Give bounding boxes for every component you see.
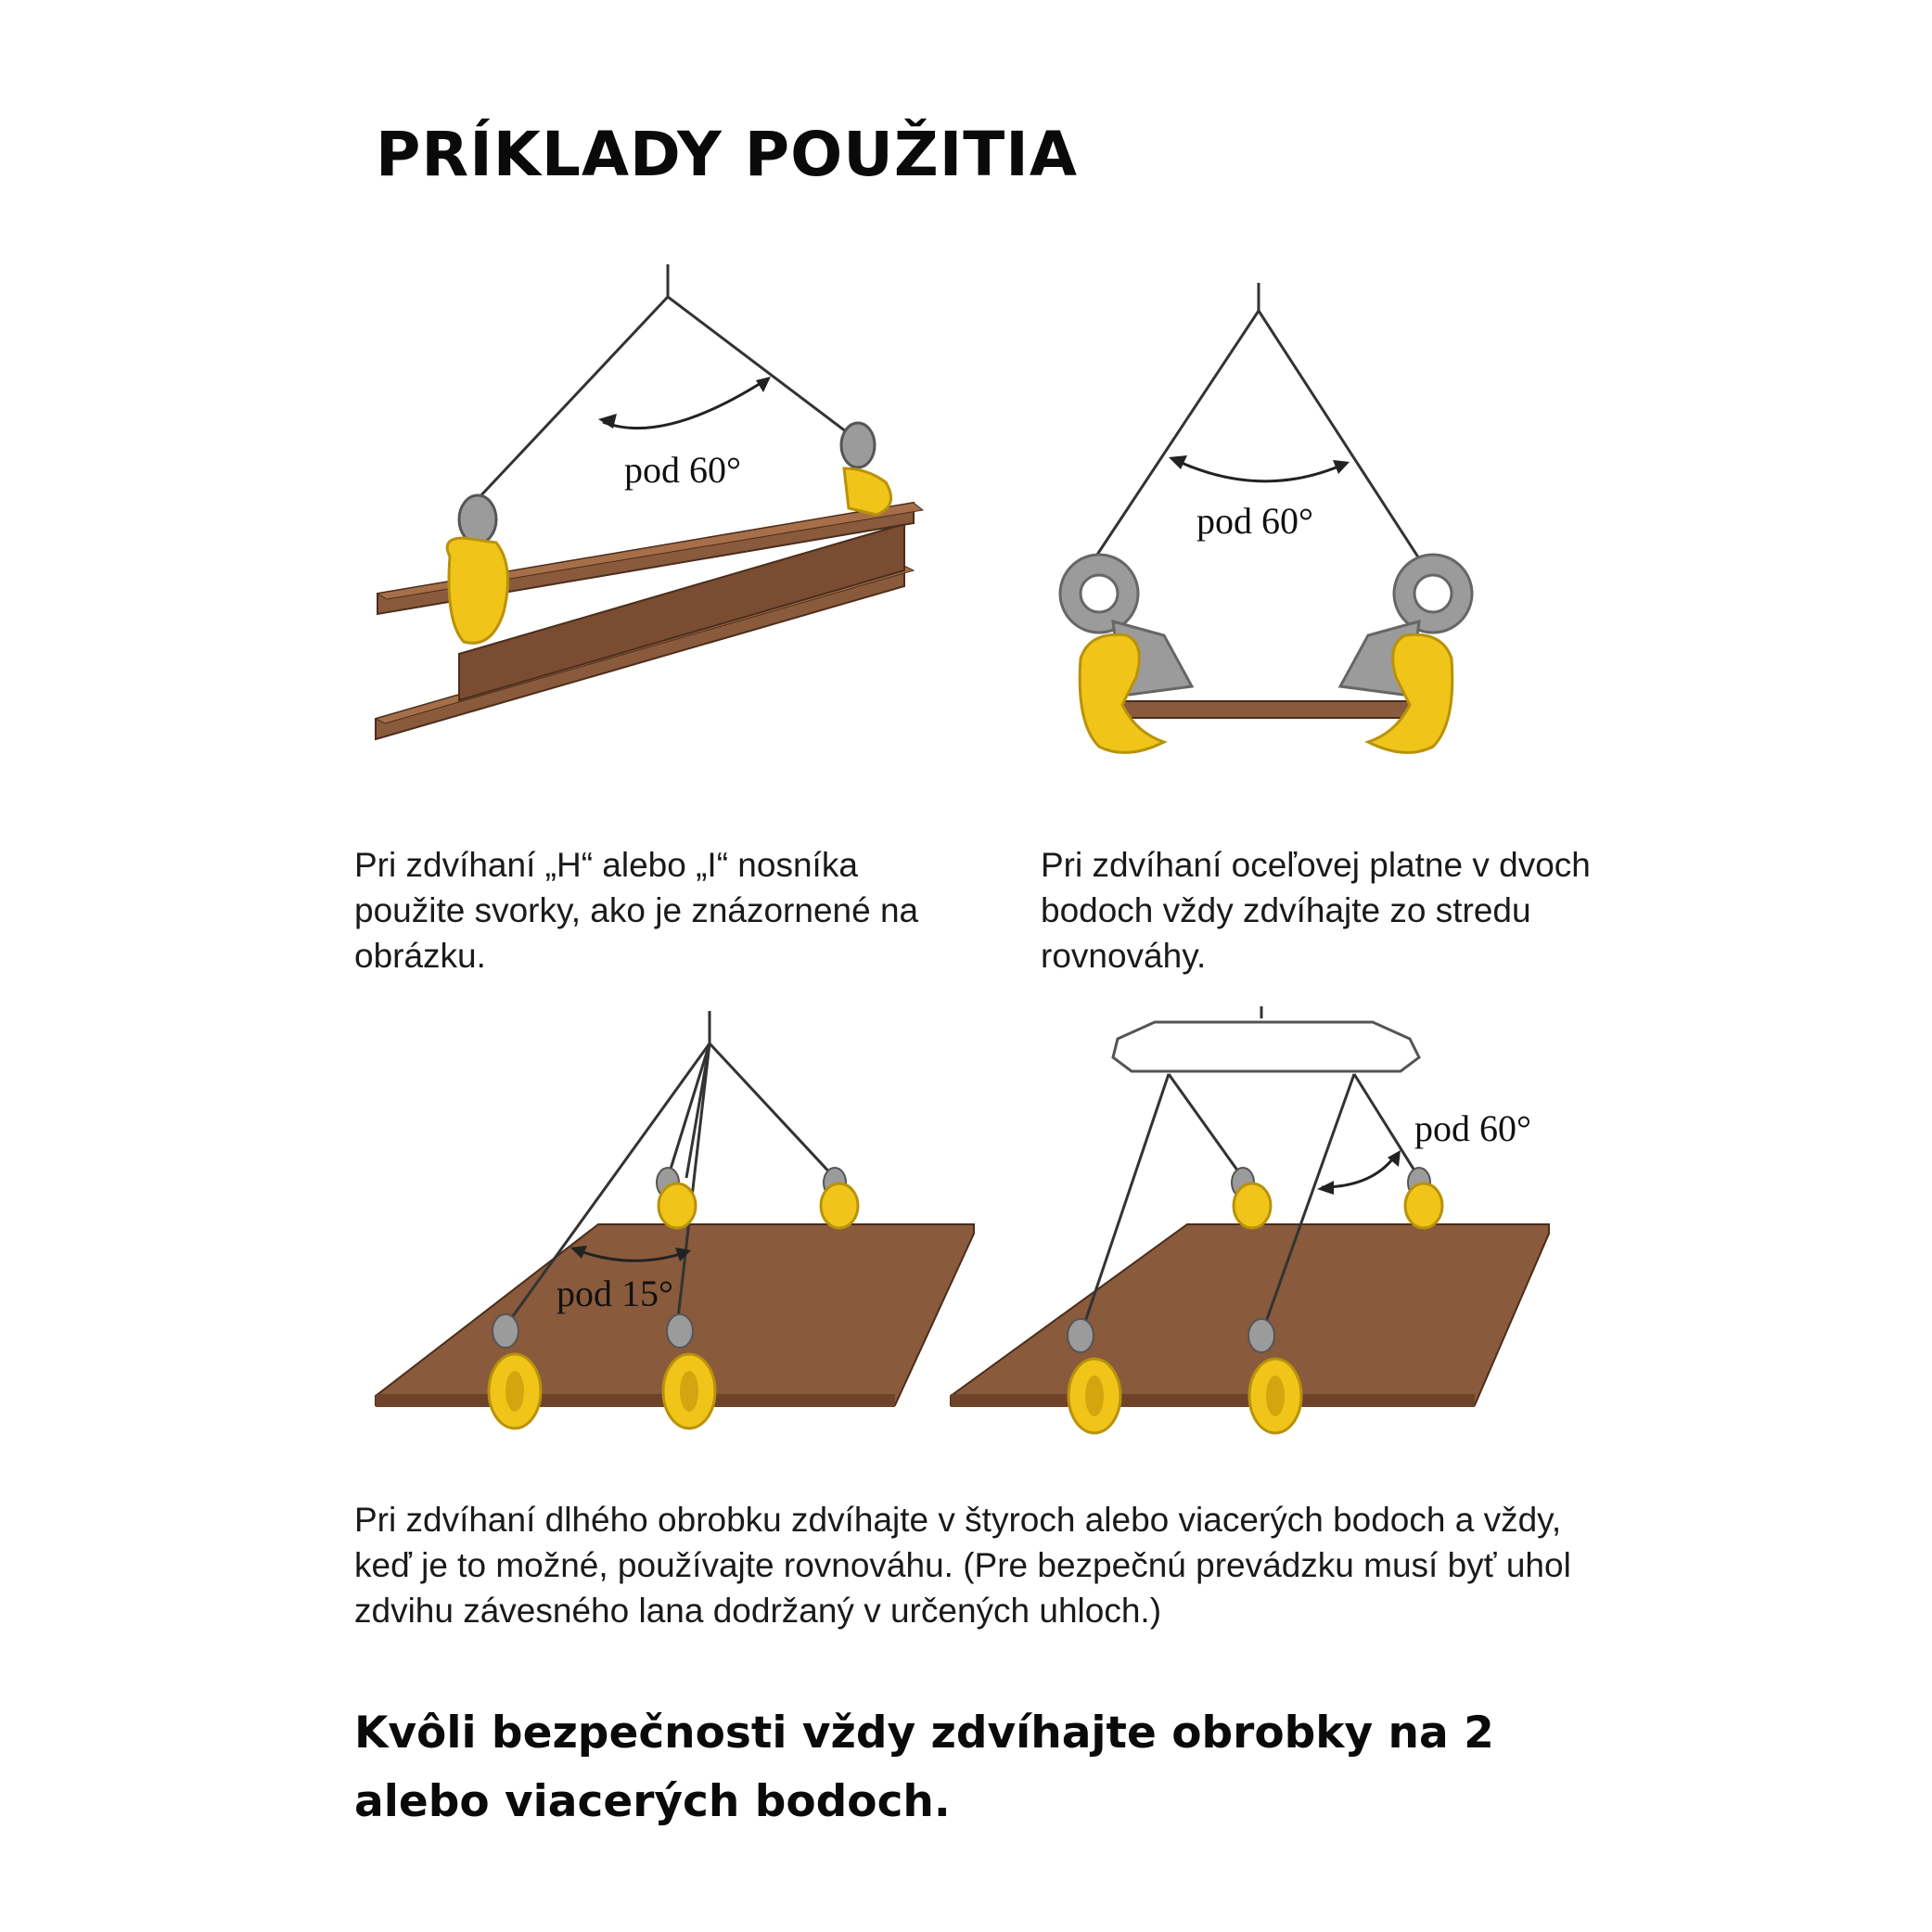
caption-h-beam: Pri zdvíhaní „H“ alebo „I“ nosníka použite svorky, ako je znázornené na obrázku. — [354, 846, 919, 975]
four-point-plate-lifting-illustration — [366, 1006, 988, 1438]
h-beam-lifting-illustration — [366, 260, 937, 742]
steel-plate-lifting-illustration — [1025, 278, 1507, 761]
angle-label: pod 60° — [1414, 1107, 1531, 1149]
angle-label: pod 60° — [624, 449, 741, 491]
caption-steel-plate: Pri zdvíhaní oceľovej platne v dvoch bodoch vždy zdvíhajte zo stredu rovnováhy. — [1041, 846, 1591, 975]
safety-warning: Kvôli bezpečnosti vždy zdvíhajte obrobky na 2 alebo viacerých bodoch. — [354, 1708, 1494, 1827]
angle-label: pod 60° — [1196, 500, 1313, 542]
spreader-beam-lifting-illustration — [946, 1002, 1558, 1438]
caption-long-workpiece: Pri zdvíhaní dlhého obrobku zdvíhajte v štyroch alebo viacerých bodoch a vždy, keď je to možné, používajte rovnováhu. (Pre bezpečnú prevádzku musí byť uhol zdvihu závesného lana dodržaný v určených uhloch.) — [354, 1501, 1571, 1630]
page-title: PRÍKLADY POUŽITIA — [376, 119, 1078, 190]
angle-label: pod 15° — [557, 1273, 673, 1314]
